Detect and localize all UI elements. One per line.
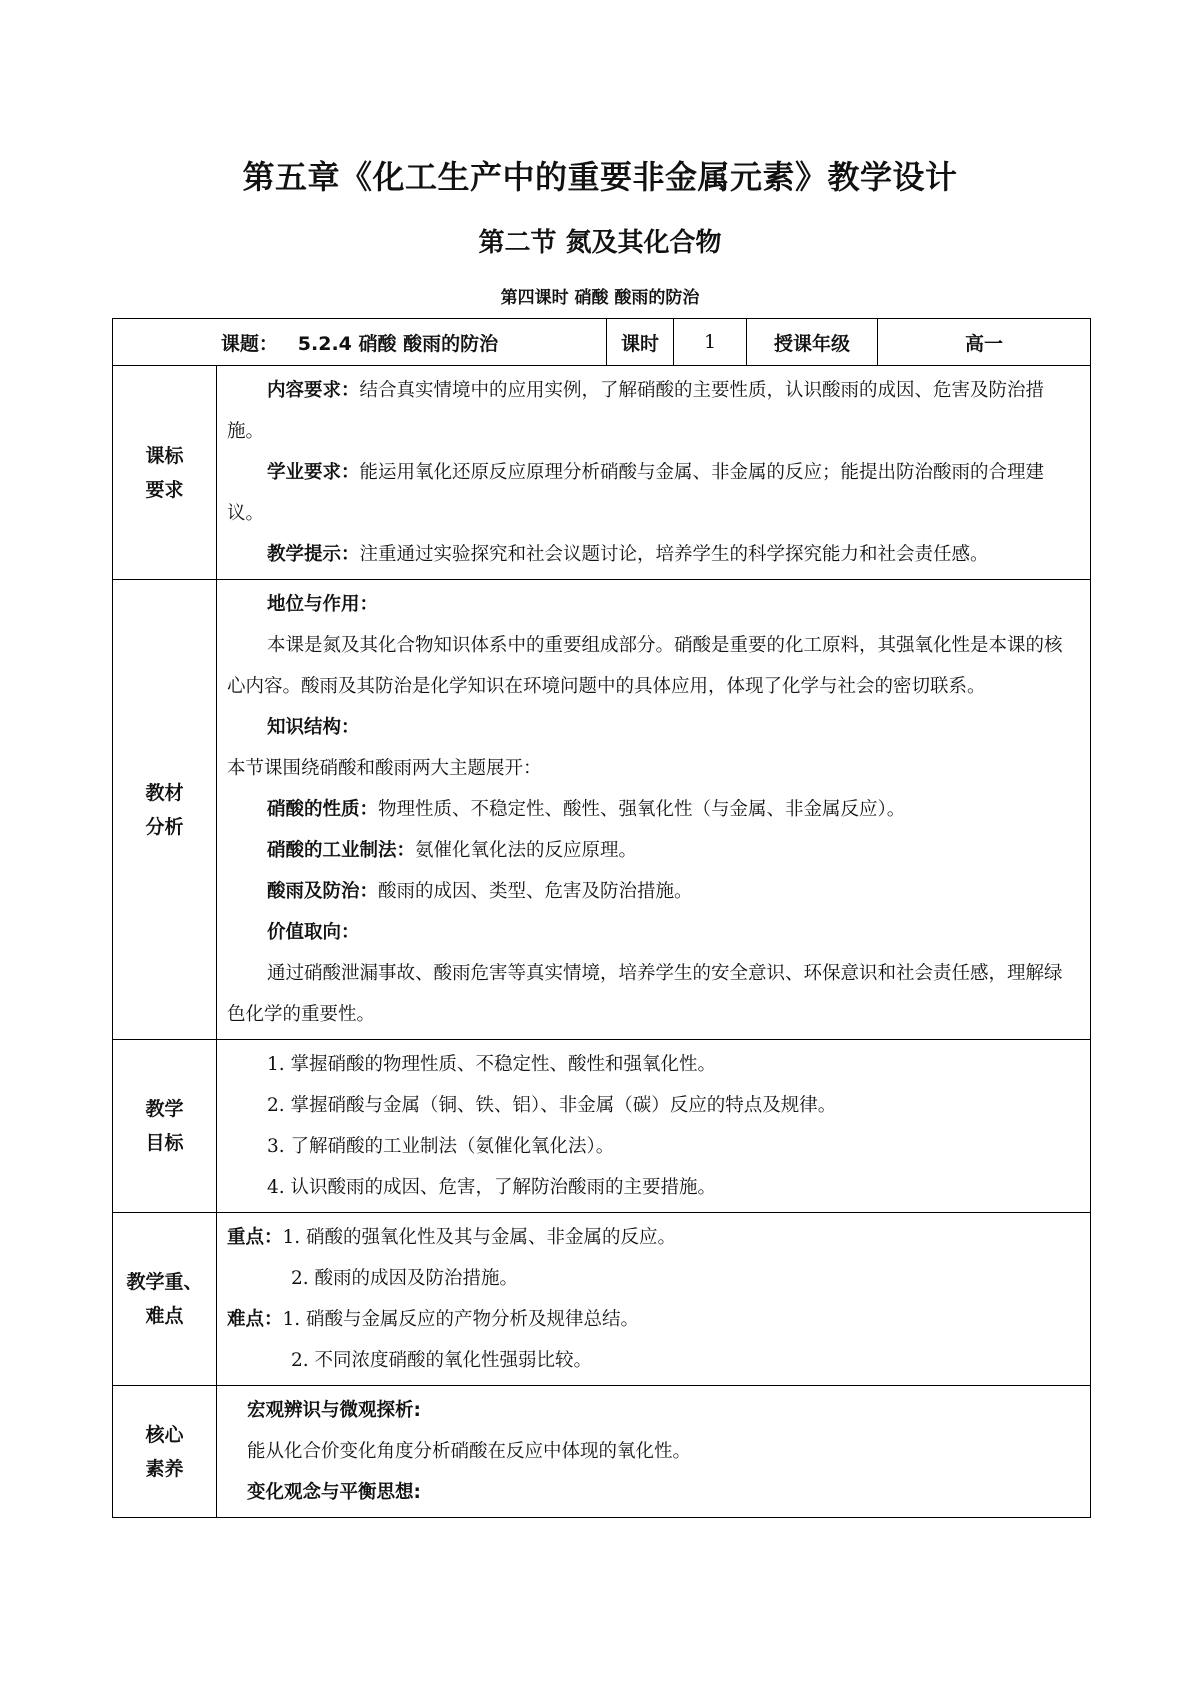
content-requirement-label: 内容要求： [267, 380, 360, 401]
objective-item: 4. 认识酸雨的成因、危害，了解防治酸雨的主要措施。 [267, 1177, 717, 1198]
key-label: 重点： [227, 1227, 283, 1248]
standards-label-line1: 课标 [145, 444, 184, 467]
teaching-hint-label: 教学提示： [267, 544, 360, 565]
objective-item: 1. 掌握硝酸的物理性质、不稳定性、酸性和强氧化性。 [267, 1054, 717, 1075]
standards-label-line2: 要求 [145, 478, 184, 501]
lesson-title: 第四课时 硝酸 酸雨的防治 [500, 288, 700, 308]
macro-text: 能从化合价变化角度分析硝酸在反应中体现的氧化性。 [247, 1441, 692, 1462]
grade-label: 授课年级 [747, 319, 878, 366]
document-title: 第五章《化工生产中的重要非金属元素》教学设计 [242, 158, 958, 196]
standards-label [113, 366, 217, 580]
standards-row [113, 366, 1091, 580]
academic-requirement-label: 学业要求： [267, 462, 360, 483]
lesson-plan-table [112, 318, 1091, 1518]
hours-value: 1 [674, 319, 747, 366]
difficult-point-1 [227, 1299, 1080, 1340]
position-heading: 地位与作用： [267, 594, 379, 615]
academic-requirement-text: 能运用氧化还原反应原理分析硝酸与金属、非金属的反应；能提出防治酸雨的合理建议。 [227, 462, 1045, 524]
literacy-row [113, 1386, 1091, 1518]
value-text: 通过硝酸泄漏事故、酸雨危害等真实情境，培养学生的安全意识、环保意识和社会责任感，理解绿色化学的重要性。 [227, 963, 1063, 1025]
academic-requirement [227, 452, 1080, 534]
literacy-label [113, 1386, 217, 1518]
literacy-content [217, 1386, 1091, 1518]
key-points-label-line1: 教学重、 [126, 1271, 203, 1293]
objectives-row [113, 1040, 1091, 1213]
objectives-content [217, 1040, 1091, 1213]
literacy-label-line1: 核心 [145, 1423, 184, 1446]
objectives-label-line2: 目标 [145, 1132, 184, 1154]
structure-item-text: 氨催化氧化法的反应原理。 [415, 840, 638, 861]
key-points-label [113, 1213, 217, 1386]
section-title: 第二节 氮及其化合物 [478, 228, 722, 258]
analysis-row [113, 580, 1091, 1040]
literacy-label-line2: 素养 [145, 1457, 184, 1480]
structure-item [227, 871, 1080, 912]
structure-item-text: 酸雨的成因、类型、危害及防治措施。 [378, 881, 693, 902]
key-point-2: 2. 酸雨的成因及防治措施。 [291, 1268, 519, 1289]
analysis-content [217, 580, 1091, 1040]
difficult-label: 难点： [227, 1309, 283, 1330]
position-text: 本课是氮及其化合物知识体系中的重要组成部分。硝酸是重要的化工原料，其强氧化性是本课的核心内容。酸雨及其防治是化学知识在环境问题中的具体应用，体现了化学与社会的密切联系。 [227, 635, 1063, 697]
teaching-hint [227, 534, 1080, 575]
key-points-row [113, 1213, 1091, 1386]
structure-item-label: 硝酸的性质： [267, 799, 379, 820]
hours-label: 课时 [607, 319, 674, 366]
key-point-1 [227, 1217, 1080, 1258]
value-heading: 价值取向： [267, 922, 360, 943]
objectives-label [113, 1040, 217, 1213]
structure-heading: 知识结构： [267, 717, 360, 738]
objective-item: 3. 了解硝酸的工业制法（氨催化氧化法）。 [267, 1136, 615, 1157]
topic-cell [113, 319, 607, 366]
standards-content [217, 366, 1091, 580]
macro-heading: 宏观辨识与微观探析: [247, 1400, 421, 1421]
key-points-label-line2: 难点 [145, 1305, 184, 1327]
objectives-label-line1: 教学 [145, 1098, 184, 1120]
topic-label: 课题： [220, 332, 278, 355]
structure-item [227, 789, 1080, 830]
structure-item [227, 830, 1080, 871]
content-requirement-text: 结合真实情境中的应用实例，了解硝酸的主要性质，认识酸雨的成因、危害及防治措施。 [227, 380, 1045, 442]
structure-intro: 本节课围绕硝酸和酸雨两大主题展开： [227, 758, 542, 779]
change-heading: 变化观念与平衡思想: [247, 1482, 421, 1503]
analysis-label-line2: 分析 [145, 815, 184, 838]
structure-item-label: 硝酸的工业制法： [267, 840, 416, 861]
analysis-label [113, 580, 217, 1040]
key-points-content [217, 1213, 1091, 1386]
difficult-point-text: 1. 硝酸与金属反应的产物分析及规律总结。 [282, 1309, 640, 1330]
objective-item: 2. 掌握硝酸与金属（铜、铁、铝）、非金属（碳）反应的特点及规律。 [267, 1095, 837, 1116]
topic-value: 5.2.4 硝酸 酸雨的防治 [297, 332, 499, 355]
structure-item-label: 酸雨及防治： [267, 881, 379, 902]
structure-item-text: 物理性质、不稳定性、酸性、强氧化性（与金属、非金属反应）。 [378, 799, 906, 820]
analysis-label-line1: 教材 [145, 781, 184, 804]
content-requirement [227, 370, 1080, 452]
key-point-text: 1. 硝酸的强氧化性及其与金属、非金属的反应。 [282, 1227, 677, 1248]
difficult-point-2: 2. 不同浓度硝酸的氧化性强弱比较。 [291, 1350, 593, 1371]
header-row [113, 319, 1091, 366]
teaching-hint-text: 注重通过实验探究和社会议题讨论，培养学生的科学探究能力和社会责任感。 [359, 544, 989, 565]
grade-value: 高一 [878, 319, 1091, 366]
